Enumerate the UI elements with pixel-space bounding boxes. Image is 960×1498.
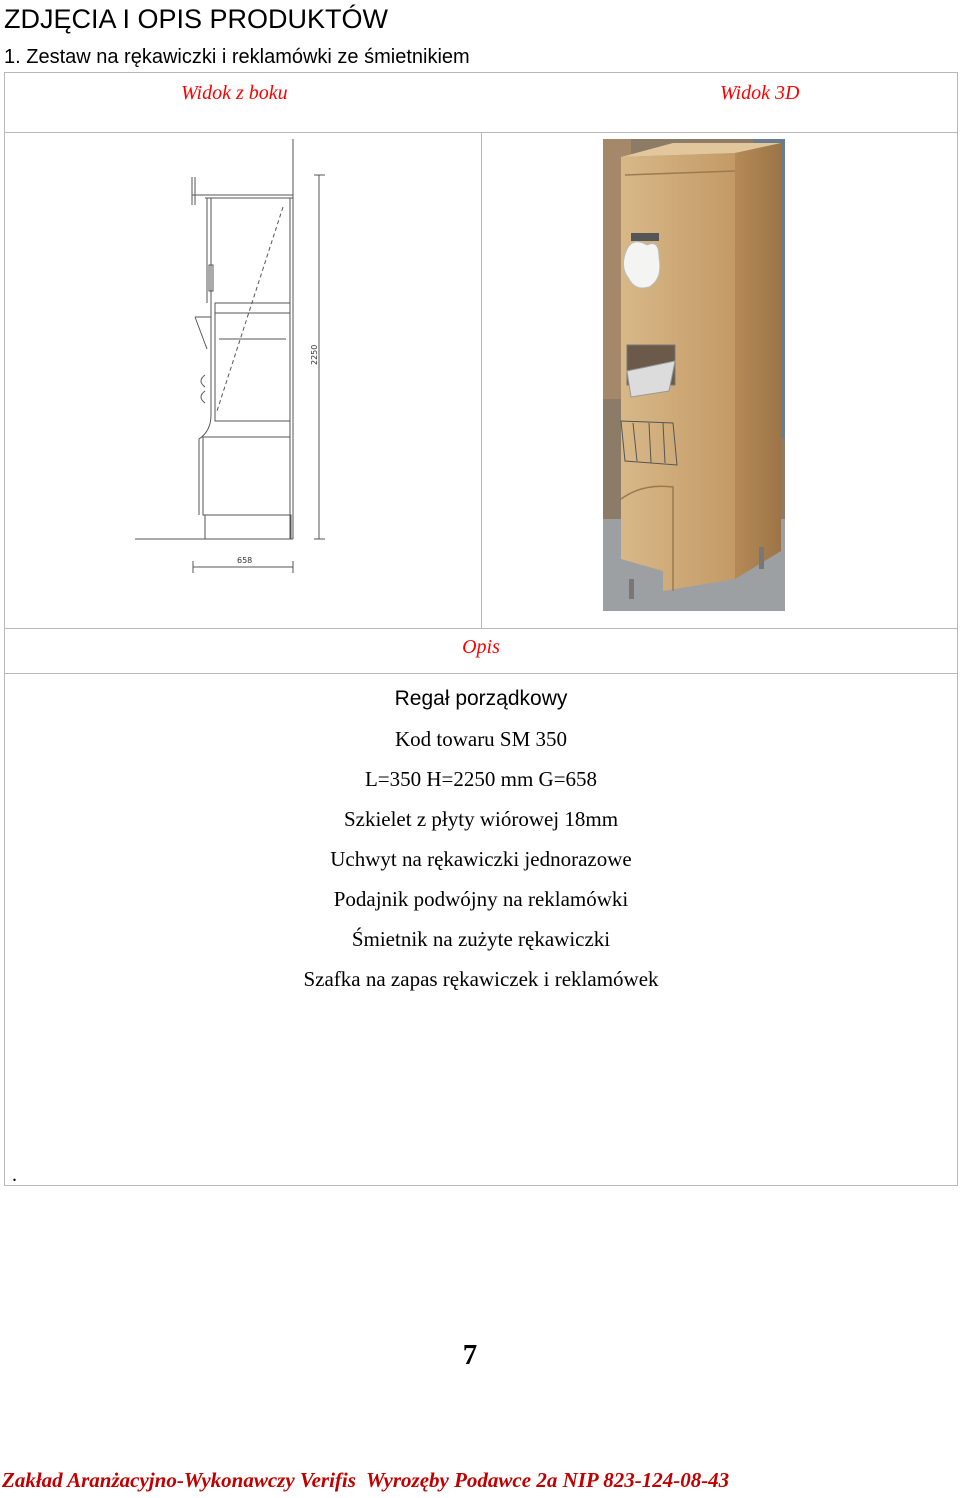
page-number: 7: [462, 1339, 478, 1371]
product-table: [4, 72, 958, 1186]
side-view-drawing: [133, 135, 333, 575]
table-divider: [5, 673, 957, 674]
company-footer: Zakład Aranżacyjno-Wykonawczy Verifis Wyrozęby Podawce 2a NIP 823-124-08-43: [2, 1468, 730, 1492]
description-line: Uchwyt na rękawiczki jednorazowe: [330, 847, 632, 871]
3d-view-header: Widok 3D: [720, 82, 800, 104]
product-description: [5, 679, 957, 999]
trailing-mark: .: [12, 1164, 17, 1186]
description-line: Podajnik podwójny na reklamówki: [333, 887, 629, 911]
product-name: Regał porządkowy: [394, 687, 568, 710]
product-subtitle: 1. Zestaw na rękawiczki i reklamówki ze śmietnikiem: [4, 46, 470, 68]
description-line: Śmietnik na zużyte rękawiczki: [351, 927, 611, 951]
page-title: ZDJĘCIA I OPIS PRODUKTÓW: [4, 4, 389, 34]
depth-dimension-label: 658: [237, 556, 253, 565]
side-view-header: Widok z boku: [181, 82, 288, 104]
cabinet-3d-photo: [603, 139, 785, 611]
description-line: Szafka na zapas rękawiczek i reklamówek: [303, 967, 659, 991]
height-dimension-label: 2250: [310, 344, 319, 365]
table-divider: [5, 628, 957, 629]
column-divider: [481, 132, 482, 628]
description-line: Szkielet z płyty wiórowej 18mm: [343, 807, 619, 831]
product-dimensions: L=350 H=2250 mm G=658: [364, 767, 598, 791]
description-header: Opis: [462, 636, 500, 658]
product-code: Kod towaru SM 350: [394, 727, 568, 751]
